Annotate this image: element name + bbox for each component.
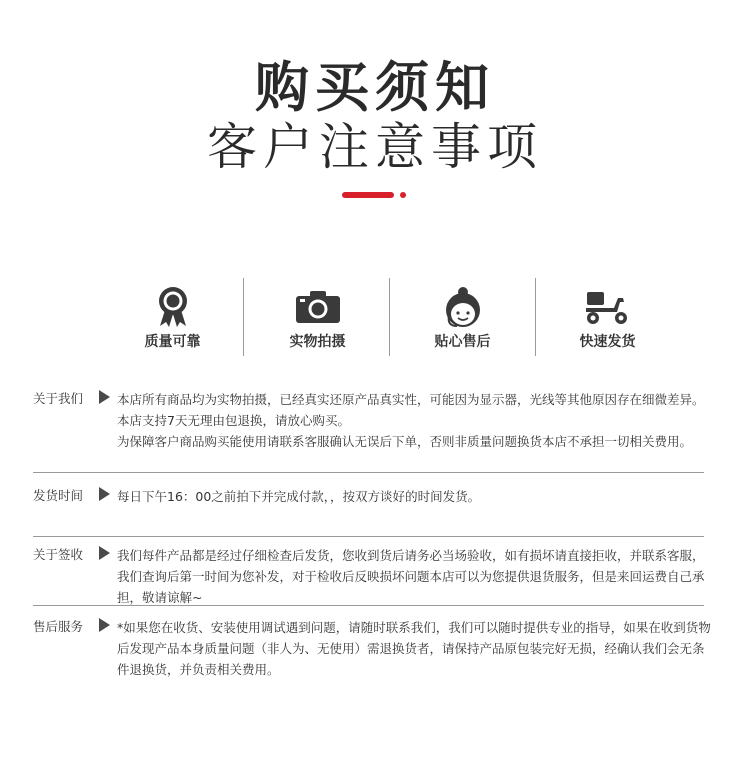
notice-shipping-time xyxy=(33,486,715,516)
notice-paragraph: 每日下午16：00之前拍下并完成付款，，按双方谈好的时间发货。 xyxy=(117,489,481,504)
accent-dot xyxy=(400,192,406,198)
play-arrow-icon xyxy=(99,390,110,404)
notice-about-us xyxy=(33,389,715,471)
notice-label: 发货时间 xyxy=(33,488,84,503)
notice-label: 关于我们 xyxy=(33,391,84,406)
section-divider xyxy=(33,472,704,473)
feature-service xyxy=(390,278,535,358)
notice-body xyxy=(117,486,713,507)
feature-photo xyxy=(245,278,390,358)
feature-label: 快速发货 xyxy=(579,334,636,350)
feature-label: 实物拍摄 xyxy=(289,334,346,350)
camera-icon xyxy=(245,290,390,324)
delivery-scooter-icon xyxy=(535,288,680,328)
notice-paragraph: 本店所有商品均为实物拍摄，已经真实还原产品真实性，可能因为显示器，光线等其他原因存在细微差异。本店支持7天无理由包退换，请放心购买。 xyxy=(117,392,705,428)
notice-after-sales xyxy=(33,617,715,681)
page-title: 购买须知 xyxy=(255,56,495,119)
play-arrow-icon xyxy=(99,546,110,560)
notice-paragraph: 为保障客户商品购买能使用请联系客服确认无误后下单，否则非质量问题换货本店不承担一切相关费用。 xyxy=(117,434,693,449)
notice-paragraph: *如果您在收货、安装使用调试遇到问题，请随时联系我们，我们可以随时提供专业的指导，如果在收到货物后发现产品本身质量问题（非人为、无使用）需退换货者，请保持产品原包装完好无损，经确认我们会无条件退换货，并负责相关费用。 xyxy=(117,620,711,677)
feature-label: 贴心售后 xyxy=(434,334,491,350)
accent-bar xyxy=(342,192,394,198)
notice-paragraph: 我们每件产品都是经过仔细检查后发货，您收到货后请务必当场验收，如有损坏请直接拒收，并联系客服，我们查询后第一时间为您补发，对于检收后反映损坏问题本店可以为您提供退货服务，但是来回运费自己承担，敬请谅解~ xyxy=(117,548,705,605)
feature-divider xyxy=(243,278,244,356)
notice-label: 关于签收 xyxy=(33,547,84,562)
feature-label: 质量可靠 xyxy=(144,334,201,350)
section-divider xyxy=(33,536,704,537)
feature-row xyxy=(100,278,680,358)
service-agent-icon xyxy=(390,286,535,330)
notice-body xyxy=(117,389,713,452)
play-arrow-icon xyxy=(99,487,110,501)
play-arrow-icon xyxy=(99,618,110,632)
medal-icon xyxy=(100,286,245,328)
page-subtitle: 客户注意事项 xyxy=(207,118,543,176)
feature-quality xyxy=(100,278,245,358)
notice-label: 售后服务 xyxy=(33,619,84,634)
notice-body xyxy=(117,545,713,608)
section-divider xyxy=(33,605,704,606)
feature-shipping xyxy=(535,278,680,358)
notice-receipt xyxy=(33,545,715,607)
notice-body xyxy=(117,617,713,680)
